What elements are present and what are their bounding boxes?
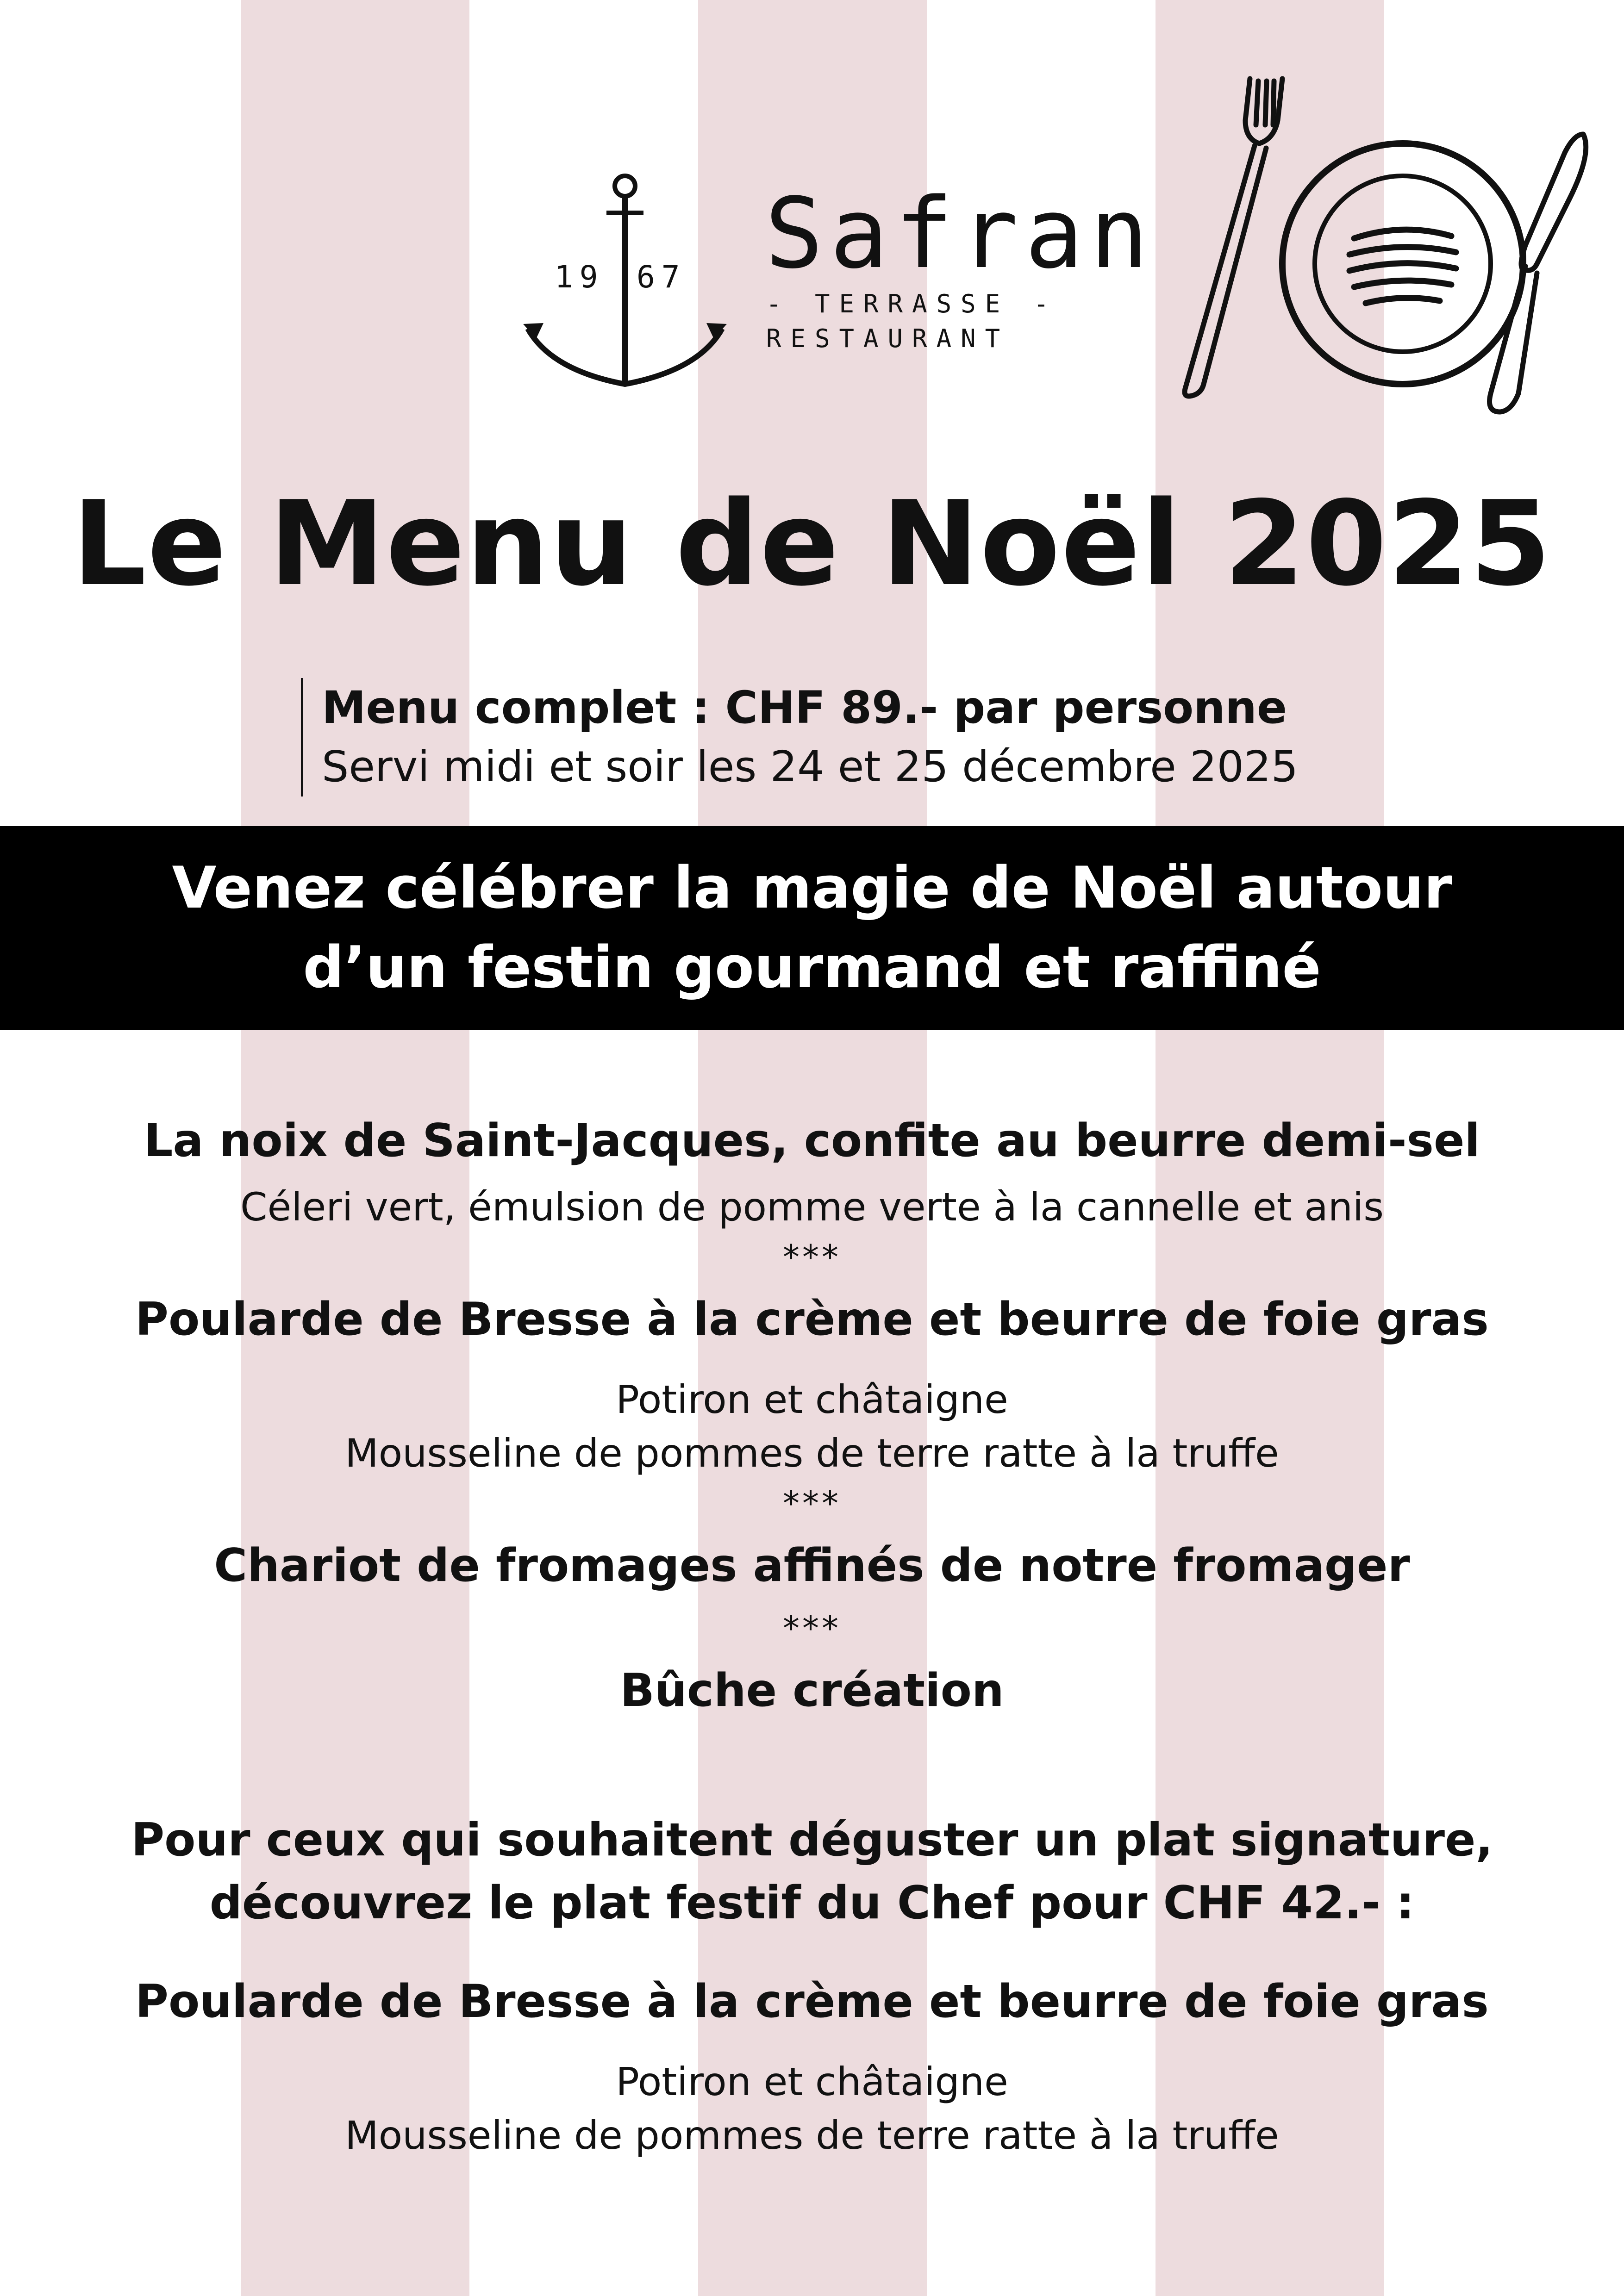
menu-courses	[0, 1101, 1624, 2162]
signature-description: Potiron et châtaigne	[616, 2059, 1008, 2104]
course-title: La noix de Saint-Jacques, confite au beurre demi-sel	[144, 1114, 1480, 1167]
course-title: Poularde de Bresse à la crème et beurre de foie gras	[135, 1293, 1489, 1346]
plate-icon	[1282, 143, 1523, 384]
price-info	[301, 678, 1298, 796]
brand-subtitle: - TERRASSE -	[766, 289, 1058, 318]
separator: ***	[783, 1484, 841, 1523]
course-description: Potiron et châtaigne	[616, 1377, 1008, 1422]
year-left: 19	[555, 259, 605, 295]
course-title: Chariot de fromages affinés de notre fromager	[214, 1539, 1410, 1592]
brand-subtitle-2: RESTAURANT	[766, 324, 1010, 353]
brand-name: Safran	[765, 177, 1155, 290]
anchor-icon	[523, 167, 727, 398]
course-description: Mousseline de pommes de terre ratte à la truffe	[345, 1431, 1279, 1476]
separator: ***	[783, 1238, 841, 1276]
fork-icon	[1185, 79, 1282, 396]
price-line: Menu complet : CHF 89.- par personne	[322, 682, 1287, 734]
signature-dish-title: Poularde de Bresse à la crème et beurre de foie gras	[135, 1975, 1489, 2028]
cutlery-illustration	[1167, 69, 1602, 486]
signature-intro-2: découvrez le plat festif du Chef pour CHF 42.- :	[209, 1877, 1415, 1929]
course-description: Céleri vert, émulsion de pomme verte à la cannelle et anis	[240, 1184, 1384, 1230]
service-dates: Servi midi et soir les 24 et 25 décembre 2025	[322, 742, 1299, 791]
banner-line-1: Venez célébrer la magie de Noël autour	[172, 855, 1452, 921]
banner-line-2: d’un festin gourmand et raffiné	[303, 934, 1321, 1001]
restaurant-logo	[523, 157, 1155, 398]
knife-icon	[1490, 134, 1586, 412]
separator: ***	[783, 1609, 841, 1648]
signature-intro-1: Pour ceux qui souhaitent déguster un plat signature,	[131, 1814, 1493, 1867]
signature-description: Mousseline de pommes de terre ratte à la truffe	[345, 2113, 1279, 2158]
year-right: 67	[637, 259, 687, 295]
promo-banner	[0, 826, 1624, 1030]
course-title: Bûche création	[620, 1664, 1004, 1717]
page-title: Le Menu de Noël 2025	[72, 476, 1552, 612]
